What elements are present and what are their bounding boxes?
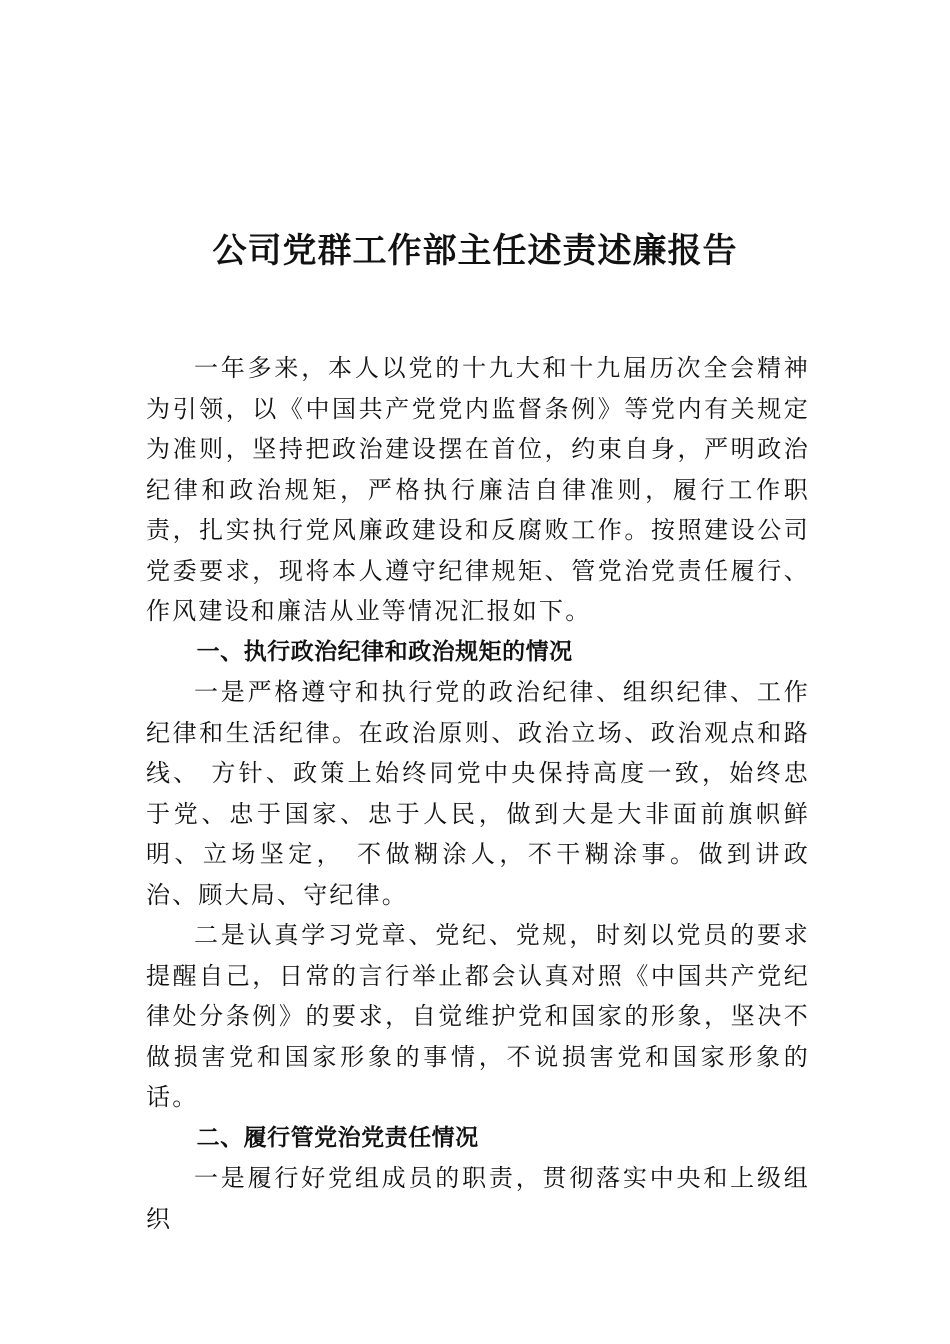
paragraph-intro: 一年多来，本人以党的十九大和十九届历次全会精神为引领，以《中国共产党党内监督条例》等党内有关规定为准则，坚持把政治建设摆在首位，约束自身，严明政治纪律和政治规矩，严格执行廉洁自律准则，履行工作职责，扎实执行党风廉政建设和反腐败工作。按照建设公司党委要求，现将本人遵守纪律规矩、管党治党责任履行、作风建设和廉洁从业等情况汇报如下。 — [146, 354, 810, 625]
document-title: 公司党群工作部主任述责述廉报告 — [212, 231, 738, 271]
paragraph-section1-point1: 一是严格遵守和执行党的政治纪律、组织纪律、工作纪律和生活纪律。在政治原则、政治立场、政治观点和路线、 方针、政策上始终同党中央保持高度一致，始终忠于党、忠于国家、忠于人民，做到大是大非面前旗帜鲜明、立场坚定， 不做糊涂人，不干糊涂事。做到讲政治、顾大局、守纪律。 — [146, 678, 810, 909]
paragraph-section2-point1: 一是履行好党组成员的职责，贯彻落实中央和上级组织 — [146, 1164, 810, 1233]
section-heading-2: 二、履行管党治党责任情况 — [196, 1124, 479, 1151]
document-body — [146, 348, 810, 1239]
section-heading-1: 一、执行政治纪律和政治规矩的情况 — [196, 638, 573, 665]
paragraph-section1-point2: 二是认真学习党章、党纪、党规，时刻以党员的要求提醒自己，日常的言行举止都会认真对照《中国共产党纪律处分条例》的要求，自觉维护党和国家的形象，坚决不做损害党和国家形象的事情，不说损害党和国家形象的话。 — [146, 921, 810, 1111]
